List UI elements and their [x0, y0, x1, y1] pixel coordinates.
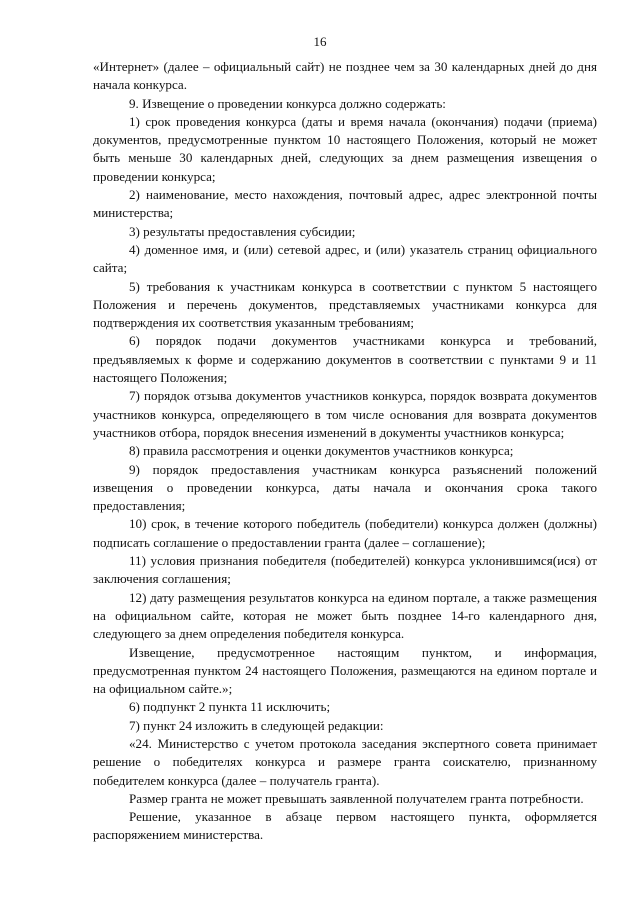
paragraph-2: 9. Извещение о проведении конкурса должно содержать: [129, 95, 446, 111]
paragraph-1: «Интернет» (далее – официальный сайт) не позднее чем за 30 календарных дней до дня начала конкурса. [93, 59, 597, 93]
paragraph-7: 5) требования к участникам конкурса в соответствии с пунктом 5 настоящего Положения и перечень документов, представляемых участниками конкурса для подтверждения их соответствия указанным требованиям; [93, 278, 597, 331]
paragraph-16: 6) подпункт 2 пункта 11 исключить; [129, 699, 331, 715]
paragraph-11: 9) порядок предоставления участникам конкурса разъяснений положений извещения о проведении конкурса, даты начала и окончания срока такого предоставления; [93, 461, 597, 514]
paragraph-4: 2) наименование, место нахождения, почтовый адрес, адрес электронной почты министерства; [93, 187, 597, 221]
paragraph-3: 1) срок проведения конкурса (даты и время начала (окончания) подачи (приема) документов, предусмотренные пунктом 10 настоящего Положения, который не может быть меньше 30 календарных дней, следующих за днем размещения извещения о проведении конкурса; [93, 113, 597, 184]
paragraph-6: 4) доменное имя, и (или) сетевой адрес, и (или) указатель страниц официального сайта; [93, 241, 597, 276]
paragraph-17: 7) пункт 24 изложить в следующей редакции: [129, 717, 384, 733]
paragraph-12: 10) срок, в течение которого победитель (победители) конкурса должен (должны) подписать соглашение о предоставлении гранта (далее – соглашение); [93, 516, 597, 550]
paragraph-14: 12) дату размещения результатов конкурса на едином портале, а также размещения на официальном сайте, которая не может быть позднее 14-го календарного дня, следующего за днем определения победителя конкурса. [93, 589, 597, 642]
paragraph-18: «24. Министерство с учетом протокола заседания экспертного совета принимает решение о победителях конкурса и размере гранта соискателю, признанному победителем конкурса (далее – получатель гранта). [93, 735, 597, 788]
paragraph-8: 6) порядок подачи документов участниками конкурса и требований, предъявляемых к форме и содержанию документов в соответствии с пунктами 9 и 11 настоящего Положения; [93, 333, 597, 386]
paragraph-19: Размер гранта не может превышать заявленной получателем гранта потребности. [129, 790, 584, 806]
paragraph-5: 3) результаты предоставления субсидии; [129, 223, 356, 239]
paragraph-9: 7) порядок отзыва документов участников конкурса, порядок возврата документов участников конкурса, определяющего в том числе основания для возврата документов участников отбора, порядок внесения изменений в документы участников конкурса; [93, 388, 597, 440]
document-body [93, 58, 597, 845]
paragraph-10: 8) правила рассмотрения и оценки документов участников конкурса; [129, 443, 514, 459]
paragraph-20: Решение, указанное в абзаце первом настоящего пункта, оформляется распоряжением министерства. [93, 809, 597, 843]
paragraph-13: 11) условия признания победителя (победителей) конкурса уклонившимся(ися) от заключения соглашения; [93, 553, 597, 587]
page-number: 16 [313, 34, 327, 49]
paragraph-15: Извещение, предусмотренное настоящим пунктом, и информация, предусмотренная пунктом 24 настоящего Положения, размещаются на едином портале и на официальном сайте.»; [93, 644, 597, 697]
